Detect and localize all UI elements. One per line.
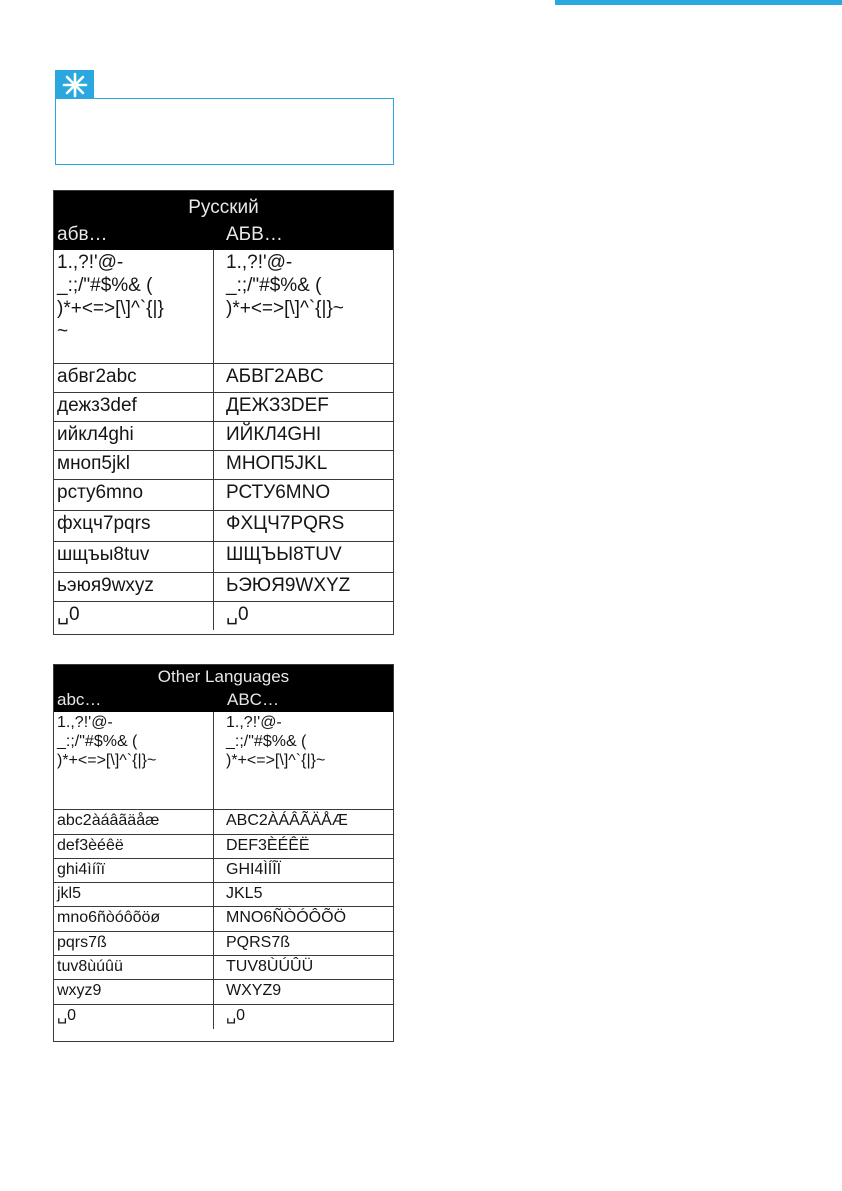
table-cell: mno6ñòóôõöø (57, 909, 161, 926)
table-cell: jkl5 (57, 885, 82, 902)
other-table-header (54, 665, 393, 712)
table-row (54, 363, 393, 392)
russian-lowercase-label: абв… (57, 224, 108, 245)
table-row (54, 541, 393, 572)
table-cell: МНОП5JKL (213, 451, 393, 479)
table-row (54, 809, 393, 834)
table-cell: tuv8ùúûü (57, 958, 123, 975)
table-cell: ␣0 (57, 1007, 77, 1024)
russian-table-title: Русский (188, 197, 259, 218)
table-row (54, 882, 393, 906)
table-cell: дежз3def (57, 395, 137, 416)
table-cell: ghi4ìíîï (57, 861, 106, 878)
table-row (54, 572, 393, 601)
russian-keypad-table (53, 190, 394, 635)
table-cell: ИЙКЛ4GHI (213, 422, 393, 450)
table-cell: мноп5jkl (57, 453, 130, 474)
table-cell: wxyz9 (57, 982, 102, 999)
top-accent-rule (555, 0, 842, 5)
table-row (54, 510, 393, 541)
table-cell: MNO6ÑÒÓÔÕÖ (213, 907, 393, 931)
table-cell: 1.,?!'@- _:;/"#$%& ( )*+<=>[\]^`{|}~ (213, 712, 393, 809)
table-cell: ДЕЖЗ3DEF (213, 393, 393, 421)
table-cell: DEF3ÈÉÊË (213, 835, 393, 858)
table-cell: 1.,?!'@- _:;/"#$%& ( )*+<=>[\]^`{|}~ (213, 250, 393, 363)
russian-table-header (54, 191, 393, 250)
table-cell: ␣0 (57, 604, 80, 625)
table-row (54, 1004, 393, 1029)
table-cell: JKL5 (213, 883, 393, 906)
table-cell: 1.,?!'@- _:;/"#$%& ( )*+<=>[\]^`{|}~ (57, 714, 157, 769)
other-table-body (54, 712, 393, 1029)
russian-table-body (54, 250, 393, 630)
other-languages-keypad-table (53, 664, 394, 1042)
table-cell: PQRS7ß (213, 932, 393, 955)
table-cell: GHI4ÌÍÎÏ (213, 859, 393, 882)
table-cell: АБВГ2ABC (213, 364, 393, 392)
other-uppercase-label: ABC… (227, 690, 279, 709)
table-cell: def3èéêë (57, 837, 124, 854)
tip-label (55, 70, 94, 99)
table-row (54, 479, 393, 510)
table-row (54, 450, 393, 479)
other-table-title: Other Languages (157, 667, 290, 686)
table-cell: TUV8ÙÚÛÜ (213, 956, 393, 979)
asterisk-icon (62, 72, 88, 98)
table-cell: РСТУ6MNO (213, 480, 393, 510)
table-cell: ФХЦЧ7PQRS (213, 511, 393, 541)
table-cell: abc2àáâãäåæ (57, 812, 160, 829)
table-cell: pqrs7ß (57, 934, 107, 951)
table-row (54, 421, 393, 450)
tip-box (55, 98, 394, 165)
other-lowercase-label: abc… (57, 690, 102, 709)
table-row (54, 931, 393, 955)
table-row (54, 906, 393, 931)
table-row (54, 979, 393, 1004)
table-row (54, 858, 393, 882)
table-cell: ийкл4ghi (57, 424, 134, 445)
table-cell: ЬЭЮЯ9WXYZ (213, 573, 393, 601)
table-row (54, 601, 393, 630)
table-cell: ␣0 (213, 602, 393, 630)
table-cell: ШЩЪЫ8TUV (213, 542, 393, 572)
table-cell: фхцч7pqrs (57, 513, 151, 534)
table-row (54, 392, 393, 421)
russian-uppercase-label: АБВ… (226, 224, 283, 245)
table-cell: WXYZ9 (213, 980, 393, 1004)
table-row (54, 712, 393, 809)
table-cell: ABC2ÀÁÂÃÄÅÆ (213, 810, 393, 834)
table-row (54, 250, 393, 363)
table-row (54, 834, 393, 858)
table-cell: шщъы8tuv (57, 544, 150, 565)
table-cell: ␣0 (213, 1005, 393, 1029)
table-cell: ьэюя9wxyz (57, 575, 154, 596)
table-cell: абвг2abc (57, 366, 137, 387)
table-cell: рсту6mno (57, 482, 144, 503)
table-row (54, 955, 393, 979)
table-cell: 1.,?!'@- _:;/"#$%& ( )*+<=>[\]^`{|} ~ (57, 252, 164, 342)
